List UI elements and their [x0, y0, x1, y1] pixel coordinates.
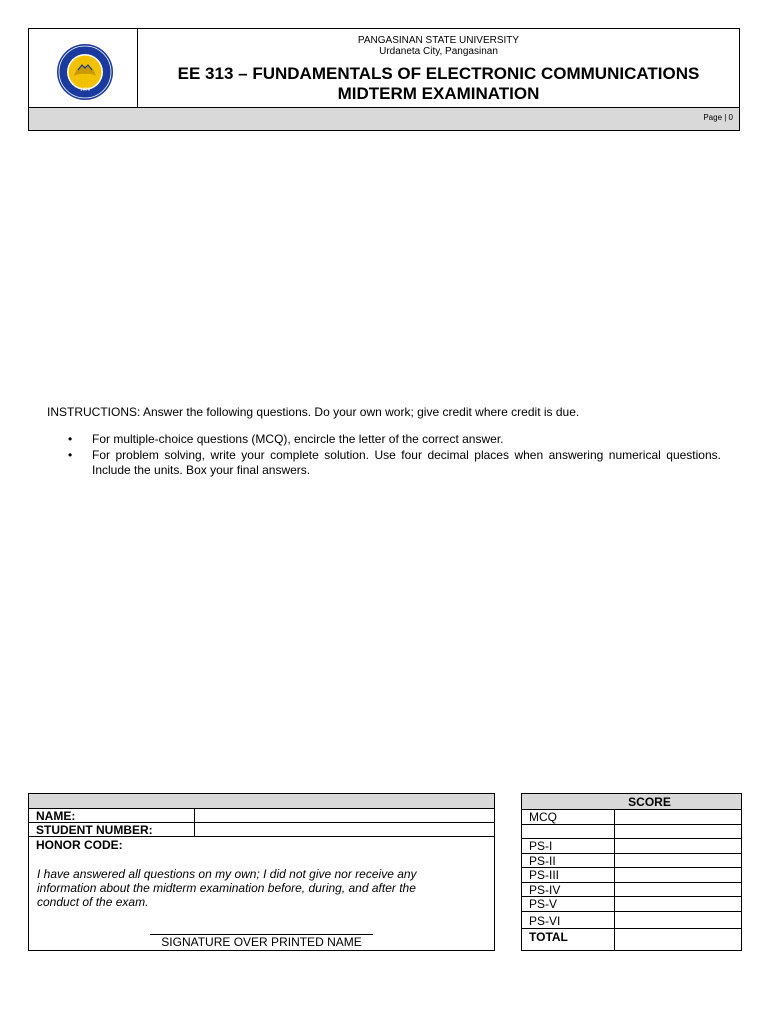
course-title: EE 313 – FUNDAMENTALS OF ELECTRONIC COMMUNICATIONS — [177, 64, 700, 83]
score-title — [522, 794, 741, 810]
score-row-label: PS-V — [529, 897, 558, 911]
page-number: Page | 0 — [703, 113, 733, 122]
score-row-blank — [522, 825, 741, 839]
score-column-divider — [614, 810, 615, 950]
signature-label: SIGNATURE OVER PRINTED NAME — [161, 935, 362, 949]
score-row-label: PS-IV — [529, 883, 561, 897]
name-field[interactable] — [195, 809, 494, 822]
exam-title: MIDTERM EXAMINATION — [337, 84, 540, 103]
exam-header — [28, 28, 740, 131]
honor-code-text: I have answered all questions on my own; I did not give nor receive any information about the midterm examination before, during, and after the conduct of the exam. — [37, 867, 417, 909]
logo-cell — [29, 29, 138, 107]
bullet-icon: • — [68, 448, 73, 462]
score-row-label: PS-II — [529, 854, 556, 868]
score-row-label: PS-I — [529, 839, 553, 853]
honor-code-label: HONOR CODE: — [36, 838, 123, 852]
seal-year-text: 1979 — [79, 87, 91, 92]
score-row-ps1 — [522, 839, 741, 854]
name-label: NAME: — [36, 809, 76, 823]
instructions-intro: INSTRUCTIONS: Answer the following questions. Do your own work; give credit where credit is due. — [47, 405, 580, 419]
score-row-ps5 — [522, 897, 741, 912]
score-row-ps6 — [522, 912, 741, 929]
score-row-ps3 — [522, 868, 741, 883]
instruction-item — [68, 432, 721, 447]
university-name: PANGASINAN STATE UNIVERSITY — [357, 35, 520, 46]
university-seal-icon — [56, 43, 114, 101]
score-title-text: SCORE — [628, 795, 671, 809]
score-row-label: PS-VI — [529, 914, 561, 928]
score-row-total — [522, 929, 741, 950]
name-row — [29, 809, 494, 823]
instruction-item — [68, 448, 721, 478]
university-city: Urdaneta City, Pangasinan — [379, 46, 498, 57]
instructions-list — [68, 432, 721, 479]
total-label: TOTAL — [529, 930, 568, 944]
student-info-box — [28, 793, 495, 951]
bullet-icon: • — [68, 432, 73, 446]
student-number-row — [29, 823, 494, 837]
instruction-text: For problem solving, write your complete solution. Use four decimal places when answering numerical questions. Include the units. Box your final answers. — [92, 448, 721, 477]
title-cell — [138, 29, 739, 107]
score-row-ps2 — [522, 854, 741, 868]
student-box-header-band — [29, 794, 494, 809]
score-row-label: MCQ — [529, 810, 557, 824]
score-row-label: PS-III — [529, 868, 560, 882]
score-box — [521, 793, 742, 951]
instruction-text: For multiple-choice questions (MCQ), encircle the letter of the correct answer. — [92, 432, 504, 446]
header-band — [29, 107, 739, 130]
score-row-mcq — [522, 810, 741, 825]
student-number-field[interactable] — [195, 823, 494, 836]
student-number-label: STUDENT NUMBER: — [36, 823, 153, 837]
score-row-ps4 — [522, 883, 741, 897]
